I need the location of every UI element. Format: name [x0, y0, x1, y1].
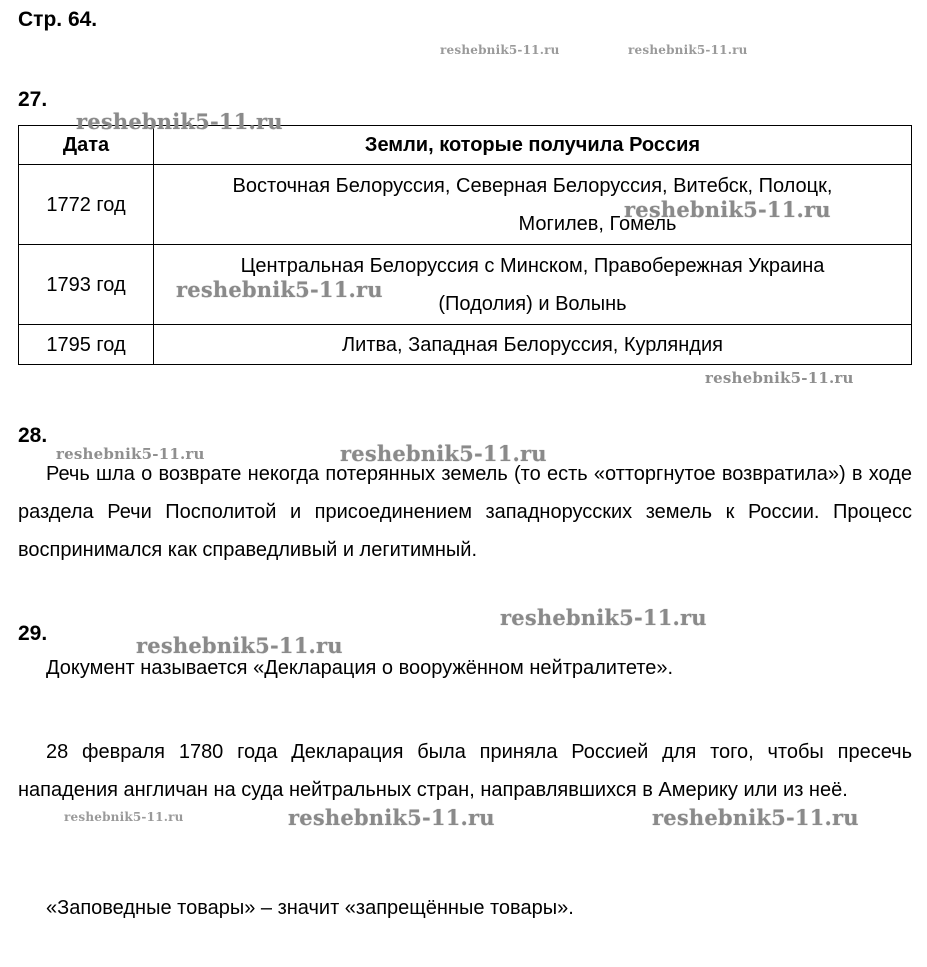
watermark: reshebnik5-11.ru — [500, 605, 707, 630]
watermark: reshebnik5-11.ru — [176, 277, 383, 302]
watermark: reshebnik5-11.ru — [56, 445, 205, 463]
watermark: reshebnik5-11.ru — [705, 369, 854, 387]
watermark: reshebnik5-11.ru — [64, 810, 184, 824]
lands-table — [18, 125, 912, 365]
header-lands: Земли, которые получила Россия — [154, 126, 912, 165]
watermark: reshebnik5-11.ru — [628, 43, 748, 57]
row-lands-line: (Подолия) и Волынь — [438, 292, 627, 315]
task-28-number: 28. — [18, 424, 48, 447]
watermark: reshebnik5-11.ru — [288, 805, 495, 830]
table-row — [19, 325, 912, 365]
row-lands-line: Восточная Белоруссия, Северная Белоруссия, Витебск, Полоцк, — [232, 174, 833, 197]
task-29-line-document: Документ называется «Декларация о вооружённом нейтралитете». — [46, 657, 674, 679]
task-29-paragraph: 28 февраля 1780 года Декларация была приняла Россией для того, чтобы пресечь нападения англичан на суда нейтральных стран, направлявшихся в Америку или из неё. — [18, 741, 912, 801]
row-lands — [154, 325, 912, 365]
row-date: 1793 год — [19, 245, 154, 325]
watermark: reshebnik5-11.ru — [440, 43, 560, 57]
task-29-text — [18, 733, 912, 809]
row-date: 1772 год — [19, 165, 154, 245]
task-29-number: 29. — [18, 622, 48, 645]
task-28-paragraph: Речь шла о возврате некогда потерянных земель (то есть «отторгнутое возвратила») в ходе раздела Речи Посполитой и присоединением западнорусских земель к России. Процесс воспринимался как справедливый и легитимный. — [18, 463, 912, 561]
watermark: reshebnik5-11.ru — [652, 805, 859, 830]
watermark: reshebnik5-11.ru — [624, 197, 831, 222]
task-28-text — [18, 455, 912, 569]
watermark: reshebnik5-11.ru — [76, 109, 283, 134]
watermark: reshebnik5-11.ru — [340, 441, 547, 466]
task-29-line-goods: «Заповедные товары» – значит «запрещённые товары». — [46, 897, 574, 919]
row-lands-line: Могилев, Гомель — [518, 212, 677, 235]
watermark: reshebnik5-11.ru — [136, 633, 343, 658]
row-lands-line: Литва, Западная Белоруссия, Курляндия — [342, 333, 723, 356]
table-row — [19, 245, 912, 325]
task-27-number: 27. — [18, 88, 48, 111]
header-date: Дата — [19, 126, 154, 165]
row-date: 1795 год — [19, 325, 154, 365]
row-lands-line: Центральная Белоруссия с Минском, Правобережная Украина — [240, 254, 825, 277]
page-title: Стр. 64. — [18, 8, 98, 31]
